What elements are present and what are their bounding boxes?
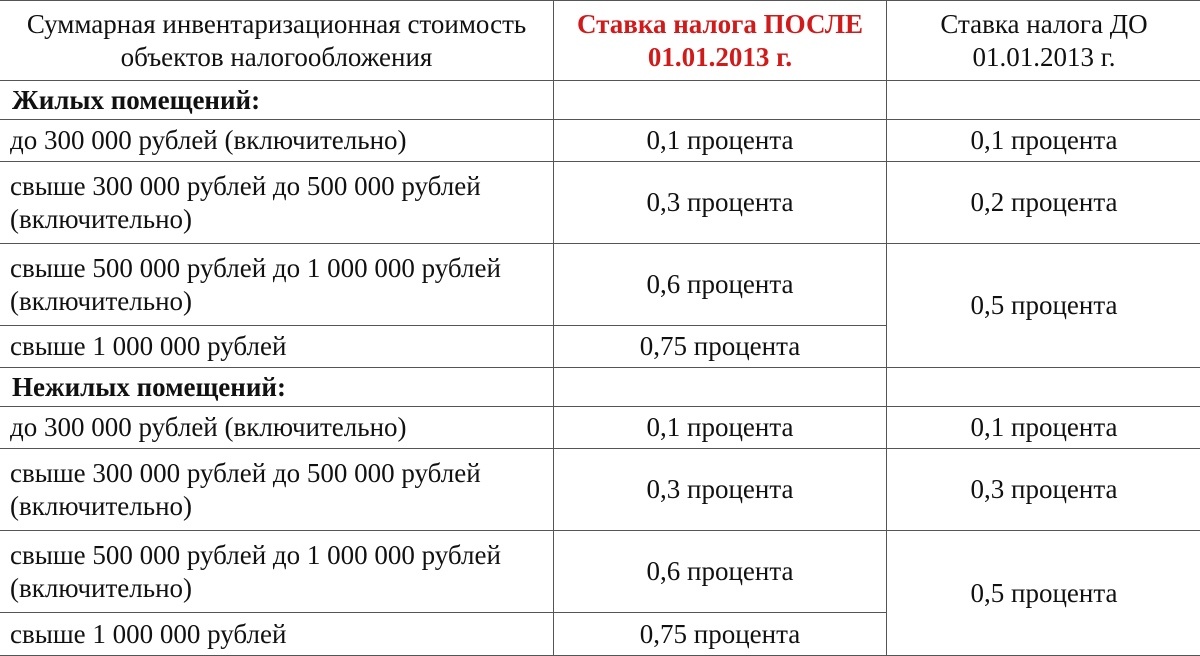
rate-before-merged-cell: 0,5 процента	[887, 531, 1200, 656]
empty-cell	[554, 368, 887, 407]
section-row-residential	[0, 81, 1200, 120]
empty-cell	[887, 81, 1200, 120]
condition-cell: свыше 1 000 000 рублей	[0, 326, 554, 368]
rate-before-cell: 0,1 процента	[887, 407, 1200, 449]
header-rate-before-2013: Ставка налога ДО 01.01.2013 г.	[887, 1, 1200, 81]
condition-cell: свыше 300 000 рублей до 500 000 рублей (включительно)	[0, 162, 554, 244]
section-title: Нежилых помещений:	[0, 368, 554, 407]
table-row	[0, 531, 1200, 613]
table-row	[0, 120, 1200, 162]
rate-after-cell: 0,3 процента	[554, 162, 887, 244]
rate-after-cell: 0,1 процента	[554, 407, 887, 449]
condition-cell: до 300 000 рублей (включительно)	[0, 407, 554, 449]
rate-after-cell: 0,6 процента	[554, 244, 887, 326]
rate-after-cell: 0,6 процента	[554, 531, 887, 613]
table-row	[0, 244, 1200, 326]
table-row	[0, 162, 1200, 244]
header-rate-after-2013: Ставка налога ПОСЛЕ 01.01.2013 г.	[554, 1, 887, 81]
table-header-row	[0, 1, 1200, 81]
rate-after-cell: 0,75 процента	[554, 613, 887, 656]
table-row	[0, 407, 1200, 449]
condition-cell: свыше 500 000 рублей до 1 000 000 рублей (включительно)	[0, 244, 554, 326]
section-title: Жилых помещений:	[0, 81, 554, 120]
empty-cell	[887, 368, 1200, 407]
rate-before-cell: 0,1 процента	[887, 120, 1200, 162]
condition-cell: свыше 1 000 000 рублей	[0, 613, 554, 656]
condition-cell: свыше 500 000 рублей до 1 000 000 рублей (включительно)	[0, 531, 554, 613]
rate-after-cell: 0,1 процента	[554, 120, 887, 162]
rate-after-cell: 0,3 процента	[554, 449, 887, 531]
section-row-non-residential	[0, 368, 1200, 407]
rate-before-merged-cell: 0,5 процента	[887, 244, 1200, 368]
rate-after-cell: 0,75 процента	[554, 326, 887, 368]
rate-before-cell: 0,3 процента	[887, 449, 1200, 531]
header-inventory-value: Суммарная инвентаризационная стоимость объектов налогообложения	[0, 1, 554, 81]
table-row	[0, 449, 1200, 531]
condition-cell: до 300 000 рублей (включительно)	[0, 120, 554, 162]
rate-before-cell: 0,2 процента	[887, 162, 1200, 244]
empty-cell	[554, 81, 887, 120]
condition-cell: свыше 300 000 рублей до 500 000 рублей (включительно)	[0, 449, 554, 531]
